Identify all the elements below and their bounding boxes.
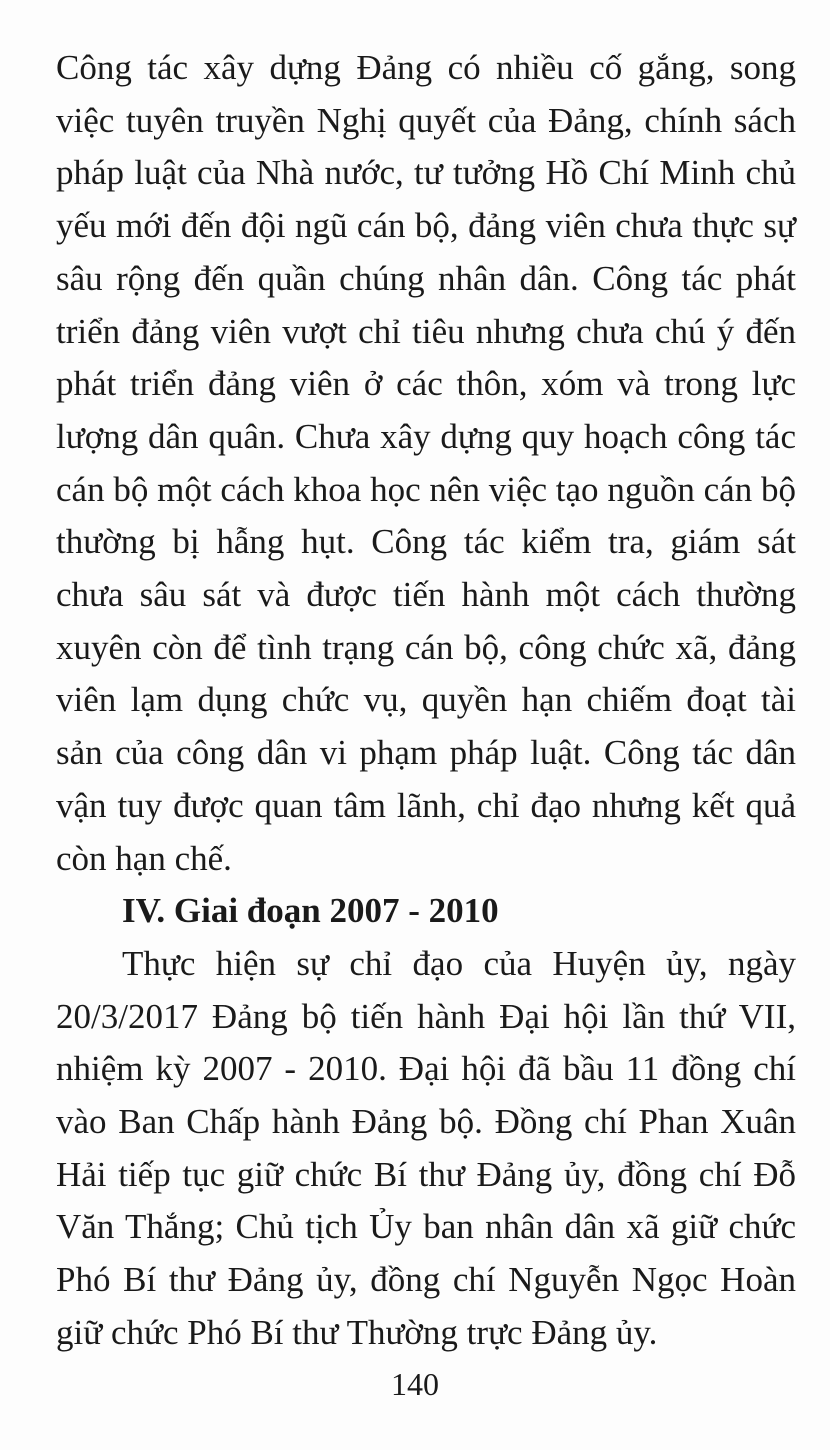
section-heading: IV. Giai đoạn 2007 - 2010 — [122, 891, 499, 931]
page-content — [56, 42, 796, 1360]
body-paragraph: Thực hiện sự chỉ đạo của Huyện ủy, ngày 20/3/2017 Đảng bộ tiến hành Đại hội lần thứ VII, nhiệm kỳ 2007 - 2010. Đại hội đã bầu 11 đồng chí vào Ban Chấp hành Đảng bộ. Đồng chí Phan Xuân Hải tiếp tục giữ chức Bí thư Đảng ủy, đồng chí Đỗ Văn Thắng; Chủ tịch Ủy ban nhân dân xã giữ chức Phó Bí thư Đảng ủy, đồng chí Nguyễn Ngọc Hoàn giữ chức Phó Bí thư Thường trực Đảng ủy. — [56, 943, 796, 1352]
page-number: 140 — [391, 1366, 439, 1402]
body-paragraph: Công tác xây dựng Đảng có nhiều cố gắng, song việc tuyên truyền Nghị quyết của Đảng, chính sách pháp luật của Nhà nước, tư tưởng Hồ Chí Minh chủ yếu mới đến đội ngũ cán bộ, đảng viên chưa thực sự sâu rộng đến quần chúng nhân dân. Công tác phát triển đảng viên vượt chỉ tiêu nhưng chưa chú ý đến phát triển đảng viên ở các thôn, xóm và trong lực lượng dân quân. Chưa xây dựng quy hoạch công tác cán bộ một cách khoa học nên việc tạo nguồn cán bộ thường bị hẫng hụt. Công tác kiểm tra, giám sát chưa sâu sát và được tiến hành một cách thường xuyên còn để tình trạng cán bộ, công chức xã, đảng viên lạm dụng chức vụ, quyền hạn chiếm đoạt tài sản của công dân vi phạm pháp luật. Công tác dân vận tuy được quan tâm lãnh, chỉ đạo nhưng kết quả còn hạn chế. — [56, 48, 796, 878]
